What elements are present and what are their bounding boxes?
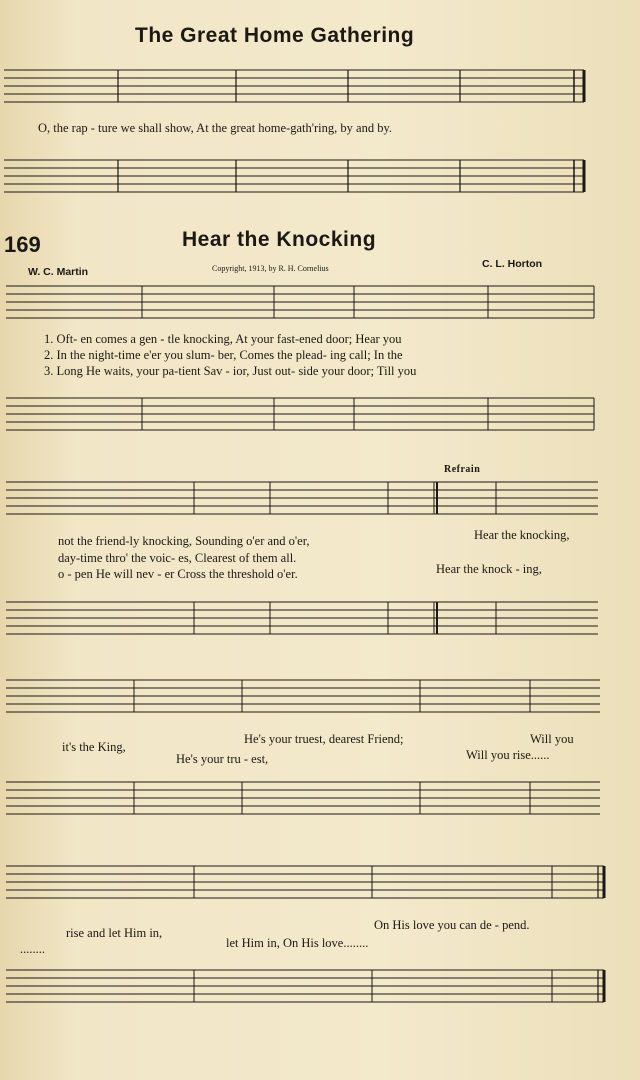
system1-bass-staff xyxy=(0,392,640,448)
copyright-notice: Copyright, 1913, by R. H. Cornelius xyxy=(212,264,329,273)
hymn-title: Hear the Knocking xyxy=(182,228,377,251)
system1-verse2: 2. In the night-time e'er you slum- ber, Comes the plead- ing call; In the xyxy=(44,348,403,362)
system3-bass-staff xyxy=(0,776,640,832)
system4-treble-staff xyxy=(0,860,640,916)
system3-line1b: He's your truest, dearest Friend; xyxy=(244,732,404,746)
system1-verse1: 1. Oft- en comes a gen - tle knocking, At your fast-ened door; Hear you xyxy=(44,332,402,346)
hymn-number: 169 xyxy=(4,232,41,257)
system3-line1a: it's the King, xyxy=(62,740,126,754)
system4-bass-staff xyxy=(0,964,640,1020)
system2-verse3: o - pen He will nev - er Cross the threshold o'er. xyxy=(58,567,298,581)
system3-line2a: He's your tru - est, xyxy=(176,752,269,766)
system4-line2: let Him in, On His love........ xyxy=(226,936,369,950)
system4-line2pre: ........ xyxy=(20,942,45,956)
system3-treble-staff xyxy=(0,674,640,730)
system3-line2b: Will you rise...... xyxy=(466,748,550,762)
system1-treble-staff xyxy=(0,280,640,336)
top-hymn-title: The Great Home Gathering xyxy=(135,24,415,47)
system4-line1a: rise and let Him in, xyxy=(66,926,163,940)
system1-verse3: 3. Long He waits, your pa-tient Sav - ior, Just out- side your door; Till you xyxy=(44,364,417,378)
music-credit: C. L. Horton xyxy=(482,258,543,270)
system4-line1b: On His love you can de - pend. xyxy=(374,918,530,932)
refrain-label: Refrain xyxy=(444,464,481,475)
system2-refrain-lower: Hear the knock - ing, xyxy=(436,562,542,576)
system2-refrain-upper: Hear the knocking, xyxy=(474,528,570,542)
system2-verse1: not the friend-ly knocking, Sounding o'er and o'er, xyxy=(58,534,310,548)
system2-treble-staff xyxy=(0,476,640,532)
top-bass-staff xyxy=(0,150,640,210)
system2-bass-staff xyxy=(0,596,640,652)
top-hymn-lyric: O, the rap - ture we shall show, At the great home-gath'ring, by and by. xyxy=(38,121,393,135)
system3-line1c: Will you xyxy=(530,732,574,746)
top-treble-staff xyxy=(0,60,640,120)
words-credit: W. C. Martin xyxy=(28,266,89,278)
system2-verse2: day-time thro' the voic- es, Clearest of them all. xyxy=(58,551,297,565)
